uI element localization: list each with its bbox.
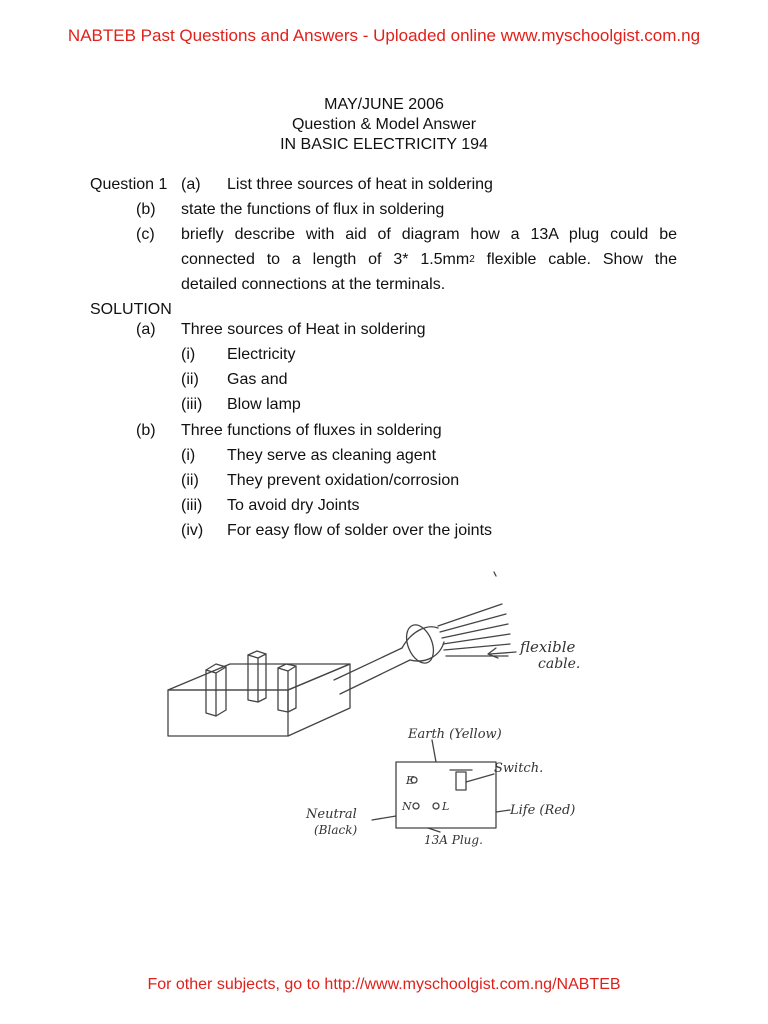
list-item bbox=[0, 497, 768, 521]
question-c-label: (c) bbox=[136, 226, 155, 243]
solution-b-label: (b) bbox=[136, 422, 156, 439]
live-label: Life (Red) bbox=[510, 803, 576, 818]
plug-diagram bbox=[110, 560, 750, 860]
flexible-cable bbox=[334, 572, 510, 694]
question-a-text: List three sources of heat in soldering bbox=[227, 176, 493, 193]
switch-label: Switch. bbox=[494, 761, 544, 776]
question-c-line2-sup: 2 bbox=[469, 254, 475, 265]
doc-type: Question & Model Answer bbox=[291, 116, 477, 133]
solution-b-text: Three functions of fluxes in soldering bbox=[181, 422, 442, 439]
list-item bbox=[0, 447, 768, 471]
question-b-text: state the functions of flux in soldering bbox=[181, 201, 445, 218]
list-item-num: (i) bbox=[181, 447, 196, 464]
list-item bbox=[0, 472, 768, 496]
question-1c-line3-row bbox=[0, 276, 768, 300]
list-item bbox=[0, 371, 768, 395]
question-a-label: (a) bbox=[181, 176, 201, 193]
flexible-label-2: cable. bbox=[538, 656, 581, 672]
list-item-text: Electricity bbox=[227, 346, 296, 363]
question-1c-line2-row bbox=[0, 251, 768, 275]
list-item-text: Blow lamp bbox=[227, 396, 301, 413]
list-item-num: (iv) bbox=[181, 522, 204, 539]
list-item-text: To avoid dry Joints bbox=[227, 497, 360, 514]
neutral-label-1: Neutral bbox=[306, 807, 357, 822]
question-c-line1: briefly describe with aid of diagram how a 13A plug could be bbox=[181, 226, 677, 243]
question-1c-row bbox=[0, 226, 768, 250]
flexible-label-1: flexible bbox=[520, 638, 576, 656]
plug-label: 13A Plug. bbox=[424, 833, 483, 847]
title-block bbox=[0, 95, 768, 155]
terminal-l: L bbox=[442, 800, 450, 813]
list-item-text: For easy flow of solder over the joints bbox=[227, 522, 493, 539]
list-item-num: (ii) bbox=[181, 371, 199, 388]
plug-body bbox=[168, 664, 350, 736]
question-c-line3: detailed connections at the terminals. bbox=[181, 276, 446, 293]
list-item-num: (iii) bbox=[181, 497, 203, 514]
terminal-n: N bbox=[402, 800, 412, 813]
list-item bbox=[0, 396, 768, 420]
earth-label: Earth (Yellow) bbox=[408, 727, 502, 742]
terminal-box bbox=[372, 740, 510, 832]
list-item-text: They prevent oxidation/corrosion bbox=[227, 472, 460, 489]
list-item-text: They serve as cleaning agent bbox=[227, 447, 437, 464]
solution-a-label: (a) bbox=[136, 321, 156, 338]
header-banner: NABTEB Past Questions and Answers - Uploaded online www.myschoolgist.com.ng bbox=[67, 26, 701, 45]
solution-b-row bbox=[0, 422, 768, 446]
exam-session: MAY/JUNE 2006 bbox=[324, 96, 444, 113]
footer-link: For other subjects, go to http://www.myschoolgist.com.ng/NABTEB bbox=[147, 976, 621, 993]
list-item bbox=[0, 346, 768, 370]
question-b-label: (b) bbox=[136, 201, 156, 218]
question-c-line2-pre: connected to a length of 3* 1.5mm bbox=[181, 251, 470, 268]
question-1b-row bbox=[0, 201, 768, 225]
question-c-line2-post: flexible cable. Show the bbox=[474, 251, 677, 268]
terminal-e: E bbox=[406, 774, 415, 787]
list-item-num: (ii) bbox=[181, 472, 199, 489]
solution-heading: SOLUTION bbox=[90, 301, 172, 318]
solution-a-text: Three sources of Heat in soldering bbox=[181, 321, 426, 338]
list-item-text: Gas and bbox=[227, 371, 288, 388]
list-item-num: (i) bbox=[181, 346, 196, 363]
subject-title: IN BASIC ELECTRICITY 194 bbox=[280, 136, 488, 153]
question-1a-row bbox=[0, 176, 768, 200]
plug-pins bbox=[206, 651, 296, 716]
solution-a-row bbox=[0, 321, 768, 345]
question-c-line2 bbox=[181, 251, 677, 269]
list-item-num: (iii) bbox=[181, 396, 203, 413]
question-label: Question 1 bbox=[90, 176, 168, 193]
list-item bbox=[0, 522, 768, 546]
neutral-label-2: (Black) bbox=[314, 823, 358, 837]
